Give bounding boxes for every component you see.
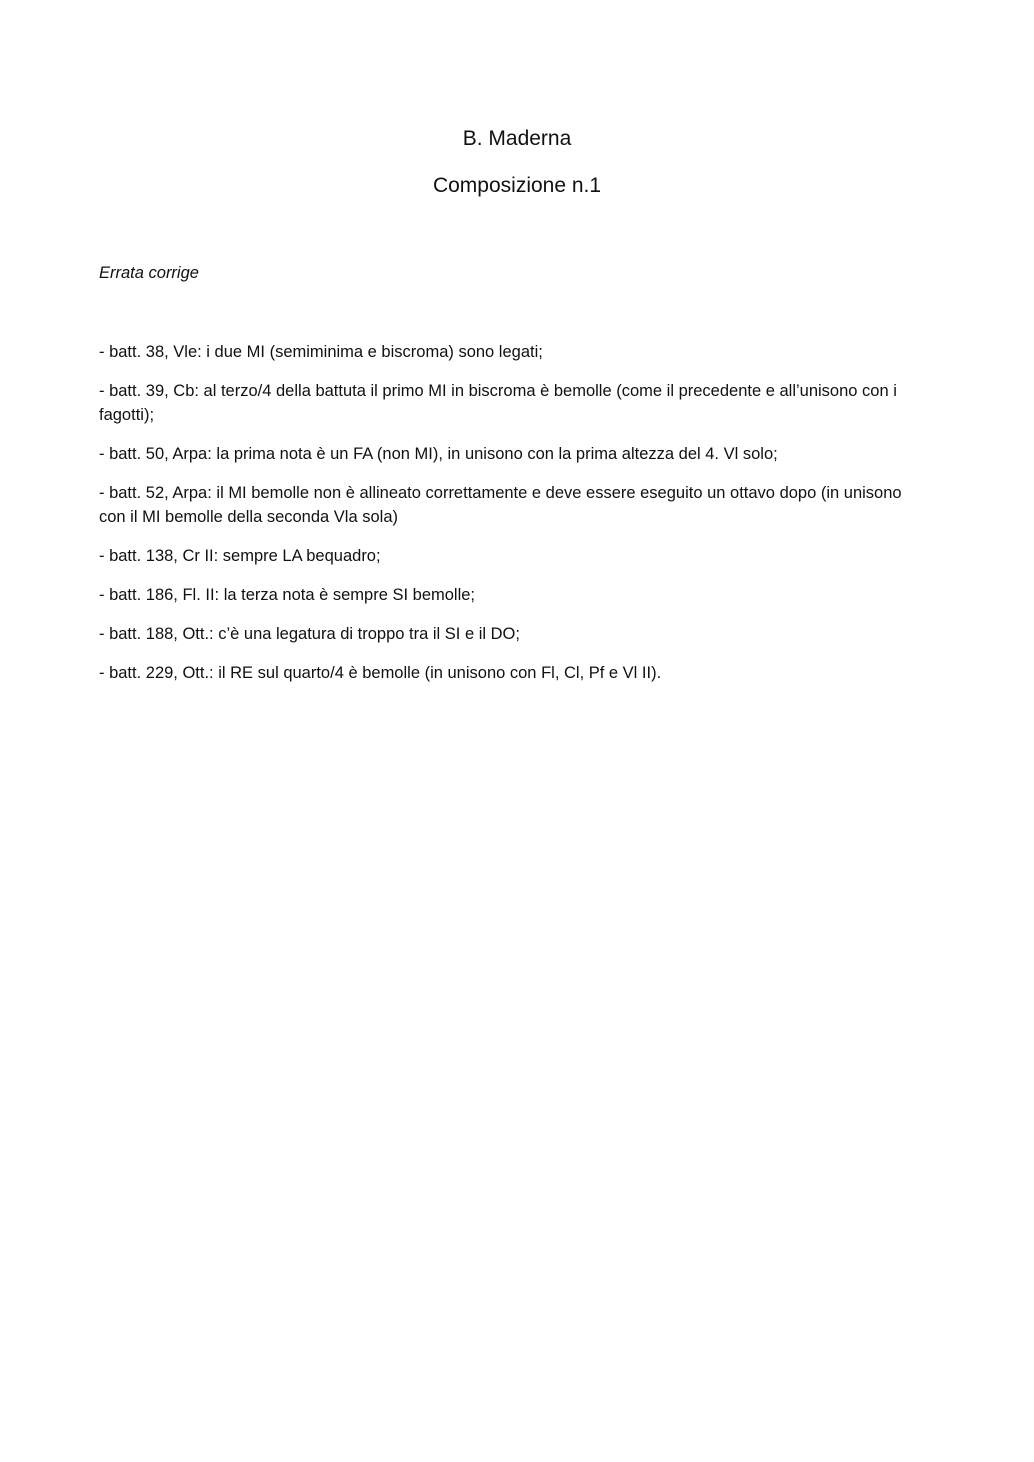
- errata-item: - batt. 50, Arpa: la prima nota è un FA (non MI), in unisono con la prima altezza del 4. Vl solo;: [99, 445, 778, 463]
- errata-item: - batt. 39, Cb: al terzo/4 della battuta il primo MI in biscroma è bemolle (come il precedente e all’unisono con i fagotti);: [99, 382, 897, 424]
- errata-item: - batt. 52, Arpa: il MI bemolle non è allineato correttamente e deve essere eseguito un ottavo dopo (in unisono con il MI bemolle della seconda Vla sola): [99, 484, 902, 526]
- errata-item: - batt. 229, Ott.: il RE sul quarto/4 è bemolle (in unisono con Fl, Cl, Pf e Vl II).: [99, 664, 662, 682]
- errata-item: - batt. 138, Cr II: sempre LA bequadro;: [99, 547, 381, 565]
- errata-item: - batt. 186, Fl. II: la terza nota è sempre SI bemolle;: [99, 586, 476, 604]
- errata-item: - batt. 188, Ott.: c’è una legatura di troppo tra il SI e il DO;: [99, 625, 520, 643]
- errata-heading: Errata corrige: [99, 264, 199, 282]
- errata-item: - batt. 38, Vle: i due MI (semiminima e biscroma) sono legati;: [99, 343, 543, 361]
- author-name: B. Maderna: [462, 127, 572, 150]
- errata-list: [99, 340, 929, 700]
- composition-title: Composizione n.1: [432, 174, 602, 197]
